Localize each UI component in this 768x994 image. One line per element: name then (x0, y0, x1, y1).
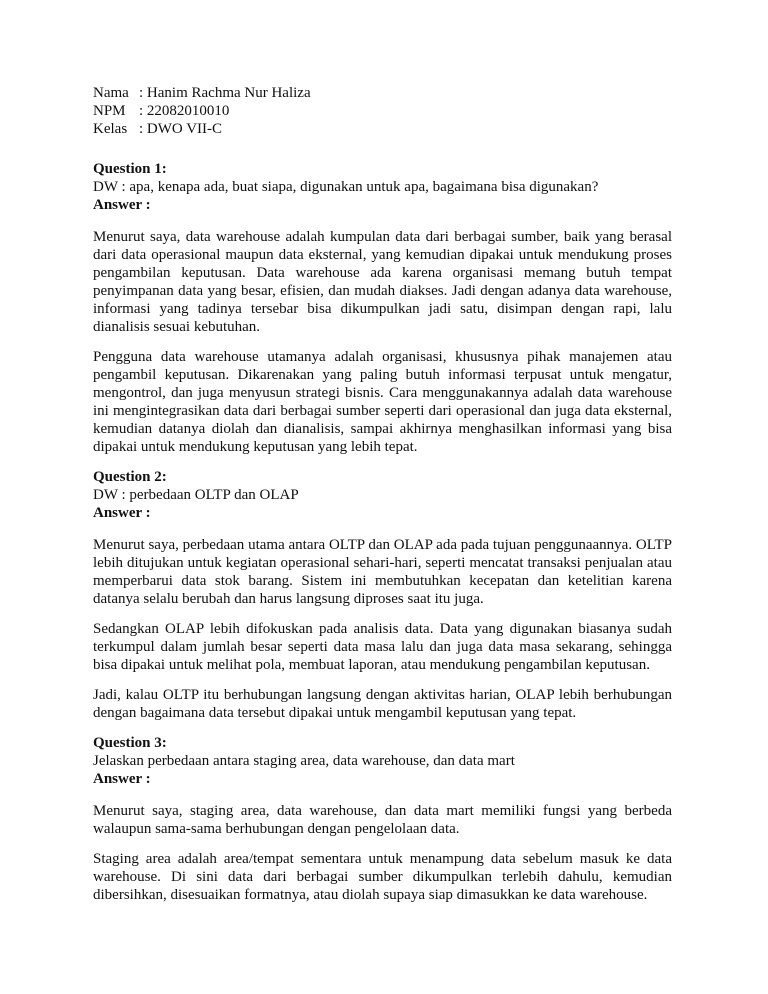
question-1-title: Question 1: (93, 161, 167, 177)
answer-1-paragraph-2: Pengguna data warehouse utamanya adalah organisasi, khususnya pihak manajemen atau pengambil keputusan. Dikarenakan yang paling butuh informasi terpusat untuk mengatur, mengontrol, dan juga menyusun strategi bisnis. Cara menggunakannya adalah data warehouse ini mengintegrasikan data dari berbagai sumber seperti dari operasional dan juga data eksternal, kemudian datanya diolah dan dianalisis, sampai akhirnya menghasilkan informasi yang bisa dipakai untuk mendukung keputusan yang lebih tepat. (93, 349, 672, 455)
answer-1-paragraph-1: Menurut saya, data warehouse adalah kumpulan data dari berbagai sumber, baik yang berasal dari data operasional maupun data eksternal, yang kemudian dipakai untuk mendukung proses pengambilan keputusan. Data warehouse ada karena organisasi memang butuh tempat penyimpanan data yang besar, efisien, dan mudah diakses. Jadi dengan adanya data warehouse, informasi yang tadinya tersebar bisa dikumpulkan jadi satu, disimpan dengan rapi, lalu dianalisis sesuai kebutuhan. (93, 229, 672, 335)
question-1-text: DW : apa, kenapa ada, buat siapa, digunakan untuk apa, bagaimana bisa digunakan? (93, 179, 599, 195)
answer-2-paragraph-3: Jadi, kalau OLTP itu berhubungan langsung dengan aktivitas harian, OLAP lebih berhubungan dengan bagaimana data tersebut dipakai untuk mengambil keputusan yang tepat. (93, 687, 672, 721)
answer-3-paragraph-2: Staging area adalah area/tempat sementara untuk menampung data sebelum masuk ke data warehouse. Di sini data dari berbagai sumber dikumpulkan terlebih dahulu, kemudian dibersihkan, disesuaikan formatnya, atau diolah supaya siap dimasukkan ke data warehouse. (93, 851, 672, 903)
npm-label: NPM (93, 103, 126, 119)
question-3-text: Jelaskan perbedaan antara staging area, data warehouse, dan data mart (93, 753, 515, 769)
class-line (93, 120, 672, 138)
question-3-section (93, 734, 672, 904)
answer-2-paragraph-2: Sedangkan OLAP lebih difokuskan pada analisis data. Data yang digunakan biasanya sudah terkumpul dalam jumlah besar seperti data masa lalu dan juga data masa sekarang, sehingga bisa dipakai untuk melihat pola, membuat laporan, atau mendukung pengambilan keputusan. (93, 621, 672, 673)
class-value: : DWO VII-C (139, 121, 223, 137)
name-line (93, 84, 672, 102)
name-label: Nama (93, 85, 129, 101)
question-3-title: Question 3: (93, 735, 167, 751)
name-value: : Hanim Rachma Nur Haliza (139, 85, 311, 101)
question-2-text: DW : perbedaan OLTP dan OLAP (93, 487, 299, 503)
npm-value: : 22082010010 (139, 103, 230, 119)
answer-2-paragraph-1: Menurut saya, perbedaan utama antara OLTP dan OLAP ada pada tujuan penggunaannya. OLTP lebih ditujukan untuk kegiatan operasional sehari-hari, seperti mencatat transaksi penjualan atau memperbarui data stok barang. Sistem ini membutuhkan kecepatan dan ketelitian karena datanya selalu berubah dan harus langsung diproses saat itu juga. (93, 537, 672, 607)
student-info (93, 84, 672, 138)
question-2-title: Question 2: (93, 469, 167, 485)
npm-line (93, 102, 672, 120)
question-1-section (93, 160, 672, 456)
class-label: Kelas (93, 121, 128, 137)
answer-3-label: Answer : (93, 771, 151, 787)
answer-3-paragraph-1: Menurut saya, staging area, data warehouse, dan data mart memiliki fungsi yang berbeda walaupun sama-sama berhubungan dengan pengelolaan data. (93, 803, 672, 837)
answer-1-label: Answer : (93, 197, 151, 213)
question-2-section (93, 468, 672, 722)
answer-2-label: Answer : (93, 505, 151, 521)
